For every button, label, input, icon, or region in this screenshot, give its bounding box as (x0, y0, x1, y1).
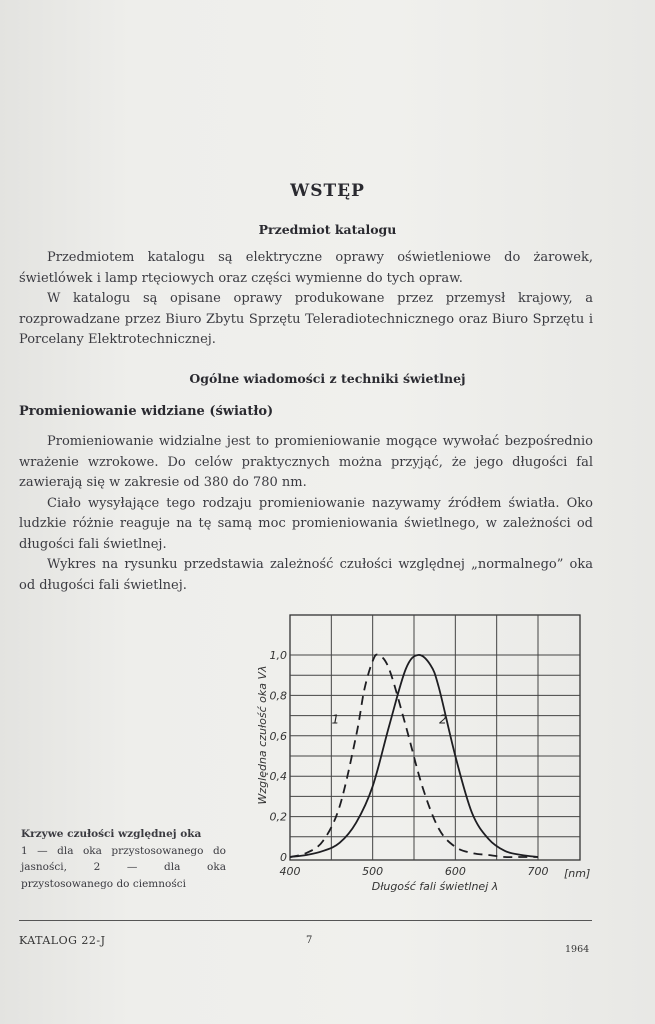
chart-x-axis-label: Długość fali świetlnej λ (371, 880, 499, 893)
chart-series-1-label: 1 (331, 712, 340, 727)
chart-y-tick-label: 1,0 (269, 649, 287, 662)
chart-ticks (270, 649, 591, 880)
subheading-catalog-subject: Przedmiot katalogu (258, 222, 397, 237)
body-paragraph: Ciało wysyłające tego rodzaju promieniowanie nazywamy źródłem światła. Oko ludzkie różnie reaguje na tę samą moc promieniowania świetlnego, w zależności od długości fali świetlnej. (19, 495, 593, 552)
chart-x-tick-label: 400 (279, 865, 301, 878)
figure-caption-body: 1 — dla oka przystosowanego do jasności, 2 — dla oka przystosowanego do ciemności (21, 844, 226, 890)
chart-grid (290, 615, 580, 860)
footer-year: 1964 (565, 944, 590, 955)
body-paragraph: Wykres na rysunku przedstawia zależność czułości względnej „normalnego” oka od długości fali świetlnej. (19, 557, 593, 593)
chart-y-tick-label: 0,6 (269, 729, 287, 743)
chart-series-2-label: 2 (439, 712, 447, 727)
page-title: WSTĘP (290, 181, 365, 201)
page-number: 7 (306, 935, 313, 946)
chart-x-tick-label: 500 (362, 865, 384, 878)
chart-x-unit-label: [nm] (564, 867, 591, 880)
chart-y-axis-label: Względna czułość oka Vλ (256, 665, 269, 805)
chart-y-tick-label: 0,4 (269, 770, 287, 784)
chart-y-tick-label: 0,2 (269, 810, 287, 824)
intro-paragraph: Przedmiotem katalogu są elektryczne oprawy oświetleniowe do żarowek, świetlówek i lamp rtęciowych oraz części wymienne do tych opraw. (19, 250, 593, 286)
intro-paragraph: W katalogu są opisane oprawy produkowane przez przemysł krajowy, a rozprowadzane przez Biuro Zbytu Sprzętu Teleradiotechnicznego oraz Biuro Sprzętu i Porcelany Elektrotechnicznej. (19, 291, 593, 347)
footer-divider (19, 920, 592, 921)
chart-y-tick-label: 0 (280, 851, 287, 864)
chart-x-tick-label: 600 (444, 865, 466, 878)
footer-catalog-label: KATALOG 22-J (19, 934, 106, 947)
section-heading: Promieniowanie widziane (światło) (19, 404, 274, 419)
subheading-lighting-technique: Ogólne wiadomości z techniki świetlnej (189, 371, 466, 386)
chart-frame (290, 615, 580, 860)
figure-caption (21, 826, 226, 892)
body-paragraph: Promieniowanie widzialne jest to promieniowanie mogące wywołać bezpośrednio wrażenie wzrokowe. Do celów praktycznych można przyjąć, że jego długości fal zawierają się w zakresie od 380 do 780 nm. (19, 434, 593, 490)
chart-x-tick-label: 700 (527, 865, 549, 878)
figure-caption-title: Krzywe czułości względnej oka (21, 828, 202, 840)
chart-y-tick-label: 0,8 (269, 689, 287, 703)
